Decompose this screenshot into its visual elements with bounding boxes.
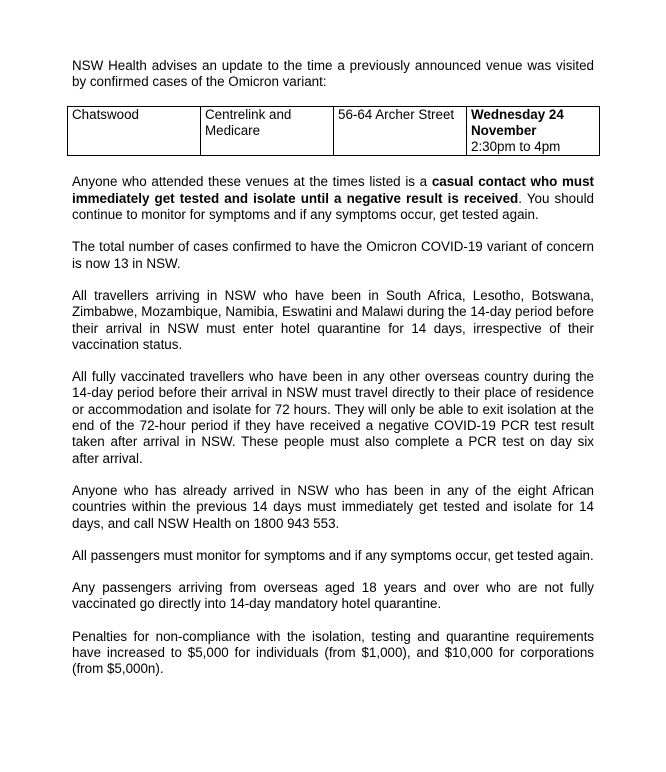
casual-contact-paragraph	[72, 174, 594, 223]
venue-time: 2:30pm to 4pm	[471, 139, 561, 155]
unvaccinated-passengers-paragraph: Any passengers arriving from overseas aged 18 years and over who are not fully vaccinated go directly into 14-day mandatory hotel quarantine.	[72, 580, 594, 612]
venue-datetime-cell	[467, 106, 600, 156]
table-row	[68, 106, 600, 156]
already-arrived-paragraph: Anyone who has already arrived in NSW who has been in any of the eight African countries within the previous 14 days must immediately get tested and isolate for 14 days, and call NSW Health on 1800 943 553.	[72, 482, 594, 531]
african-travellers-paragraph: All travellers arriving in NSW who have been in South Africa, Lesotho, Botswana, Zimbabwe, Mozambique, Namibia, Eswatini and Malawi during the 14-day period before their arrival in NSW must enter hotel quarantine for 14 days, irrespective of their vaccination status.	[72, 287, 594, 352]
casual-contact-text-post: . You should continue to monitor for symptoms and if any symptoms occur, get tested again.	[72, 190, 594, 223]
venue-address-cell: 56-64 Archer Street	[334, 106, 467, 156]
penalties-paragraph: Penalties for non-compliance with the isolation, testing and quarantine requirements have increased to $5,000 for individuals (from $1,000), and $10,000 for corporations (from $5,000n).	[72, 628, 594, 677]
passengers-monitor-paragraph: All passengers must monitor for symptoms and if any symptoms occur, get tested again.	[72, 547, 594, 563]
venue-table	[67, 106, 600, 157]
venue-name-cell: Centrelink and Medicare	[201, 106, 334, 156]
casual-contact-text-bold: casual contact who must immediately get tested and isolate until a negative result is received	[72, 174, 594, 206]
total-cases-paragraph: The total number of cases confirmed to have the Omicron COVID-19 variant of concern is now 13 in NSW.	[72, 239, 594, 271]
casual-contact-text-pre: Anyone who attended these venues at the times listed is a	[72, 174, 432, 190]
document-page	[72, 58, 594, 694]
venue-date: Wednesday 24 November	[471, 106, 564, 138]
intro-paragraph: NSW Health advises an update to the time a previously announced venue was visited by confirmed cases of the Omicron variant:	[72, 58, 594, 90]
venue-suburb-cell: Chatswood	[68, 106, 201, 156]
vaccinated-travellers-paragraph: All fully vaccinated travellers who have been in any other overseas country during the 14-day period before their arrival in NSW must travel directly to their place of residence or accommodation and isolate for 72 hours. They will only be able to exit isolation at the end of the 72-hour period if they have received a negative COVID-19 PCR test result taken after arrival in NSW. These people must also complete a PCR test on day six after arrival.	[72, 369, 594, 466]
